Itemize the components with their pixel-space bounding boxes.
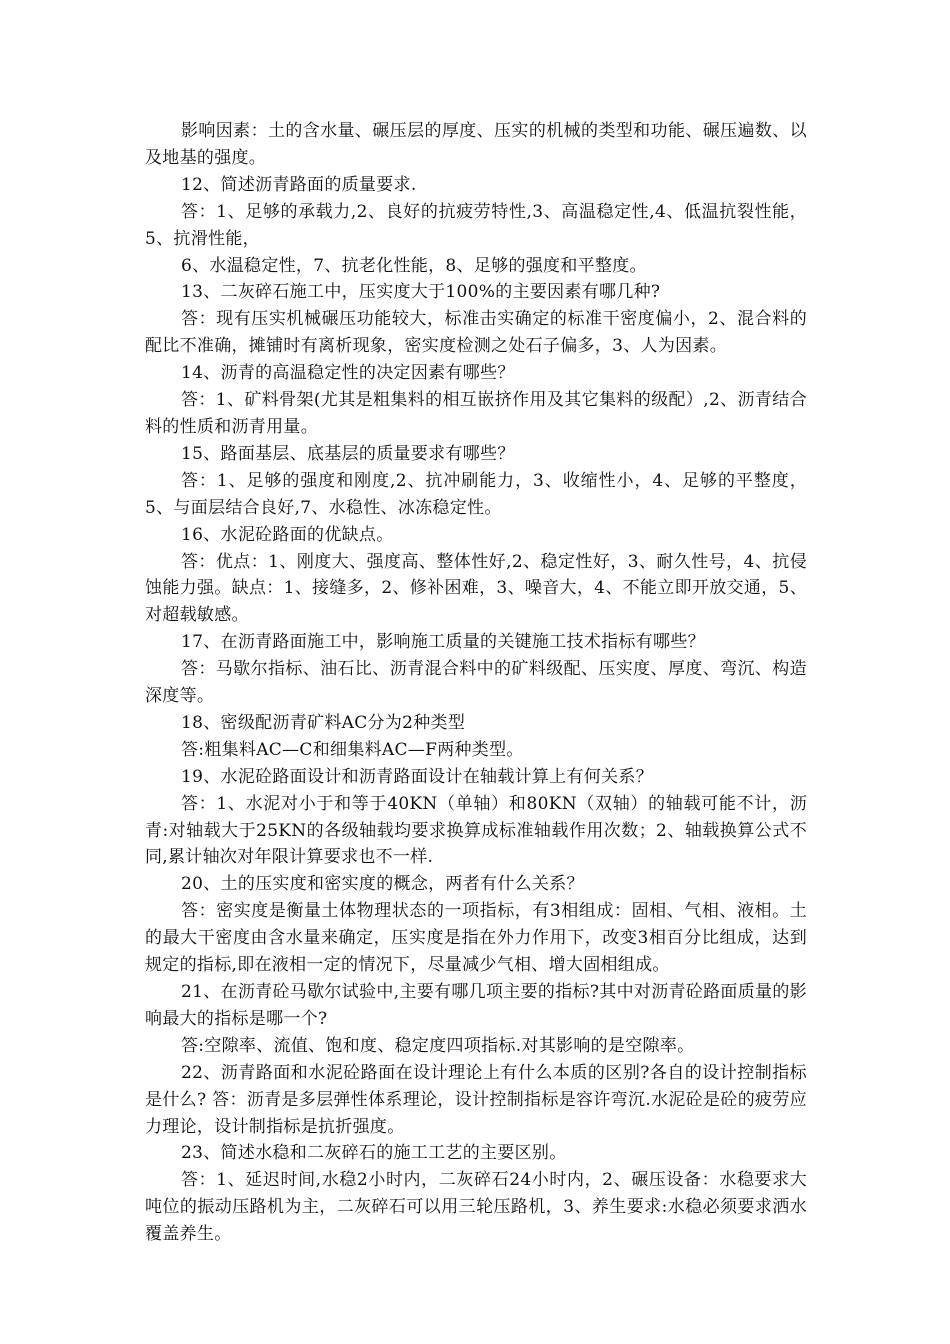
paragraph-15: 18、密级配沥青矿料AC分为2种类型: [181, 712, 466, 733]
document-body: [145, 118, 807, 1248]
paragraph-7: 14、沥青的高温稳定性的决定因素有哪些？: [181, 363, 515, 384]
paragraph-19: 20、土的压实度和密实度的概念，两者有什么关系？: [181, 874, 584, 895]
paragraph-13: 17、在沥青路面施工中，影响施工质量的关键施工技术指标有哪些？: [181, 632, 705, 653]
paragraph-4: 6、水温稳定性，7、抗老化性能，8、足够的强度和平整度。: [181, 255, 647, 276]
paragraph-9: 15、路面基层、底基层的质量要求有哪些？: [181, 443, 515, 464]
paragraph-14: 答：马歇尔指标、油石比、沥青混合料中的矿料级配、压实度、厚度、弯沉、构造深度等。: [145, 659, 807, 707]
paragraph-18: 答：1、水泥对小于和等于40KN（单轴）和80KN（双轴）的轴载可能不计，沥青:对轴载大于25KN的各级轴载均要求换算成标准轴载作用次数；2、轴载换算公式不同,累计轴次对年限计算要求也不一样.: [145, 793, 807, 868]
paragraph-5: 13、二灰碎石施工中，压实度大于100%的主要因素有哪几种?: [181, 282, 661, 303]
paragraph-1: 影响因素：土的含水量、碾压层的厚度、压实的机械的类型和功能、碾压遍数、以及地基的强度。: [145, 121, 807, 168]
paragraph-24: 23、简述水稳和二灰碎石的施工工艺的主要区别。: [181, 1143, 567, 1164]
paragraph-20: 答：密实度是衡量土体物理状态的一项指标，有3相组成：固相、气相、液相。土的最大干密度由含水量来确定，压实度是指在外力作用下，改变3相百分比组成，达到规定的指标,即在液相一定的情况下，尽量减少气相、增大固相组成。: [145, 901, 807, 976]
paragraph-16: 答:粗集料AC—C和细集料AC—F两种类型。: [181, 739, 524, 760]
paragraph-3: 答：1、足够的承载力,2、良好的抗疲劳特性,3、高温稳定性,4、低温抗裂性能，5、抗滑性能，: [145, 201, 807, 249]
paragraph-12: 答：优点：1、刚度大、强度高、整体性好,2、稳定性好，3、耐久性号，4、抗侵蚀能力强。缺点：1、接缝多，2、修补困难，3、噪音大，4、不能立即开放交通，5、对超载敏感。: [145, 551, 807, 626]
paragraph-21: 21、在沥青砼马歇尔试验中,主要有哪几项主要的指标?其中对沥青砼路面质量的影响最大的指标是哪一个?: [145, 982, 807, 1029]
paragraph-6: 答：现有压实机械碾压功能较大，标准击实确定的标准干密度偏小，2、混合料的配比不准确，摊铺时有离析现象，密实度检测之处石子偏多，3、人为因素。: [145, 309, 807, 357]
paragraph-11: 16、水泥砼路面的优缺点。: [181, 524, 394, 545]
paragraph-23: 22、沥青路面和水泥砼路面在设计理论上有什么本质的区别?各自的设计控制指标是什么? 答：沥青是多层弹性体系理论，设计控制指标是容许弯沉.水泥砼是砼的疲劳应力理论，设计制指标是抗折强度。: [145, 1062, 807, 1137]
paragraph-25: 答：1、延迟时间,水稳2小时内，二灰碎石24小时内，2、碾压设备：水稳要求大吨位的振动压路机为主，二灰碎石可以用三轮压路机，3、养生要求:水稳必须要求洒水覆盖养生。: [145, 1170, 807, 1245]
paragraph-8: 答：1、矿料骨架(尤其是粗集料的相互嵌挤作用及其它集料的级配）,2、沥青结合料的性质和沥青用量。: [145, 390, 807, 437]
paragraph-22: 答:空隙率、流值、饱和度、稳定度四项指标.对其影响的是空隙率。: [181, 1035, 695, 1056]
paragraph-2: 12、简述沥青路面的质量要求.: [181, 174, 417, 195]
paragraph-17: 19、水泥砼路面设计和沥青路面设计在轴载计算上有何关系？: [181, 766, 654, 787]
paragraph-10: 答：1、足够的强度和刚度,2、抗冲刷能力，3、收缩性小，4、足够的平整度，5、与面层结合良好,7、水稳性、冰冻稳定性。: [145, 470, 807, 518]
